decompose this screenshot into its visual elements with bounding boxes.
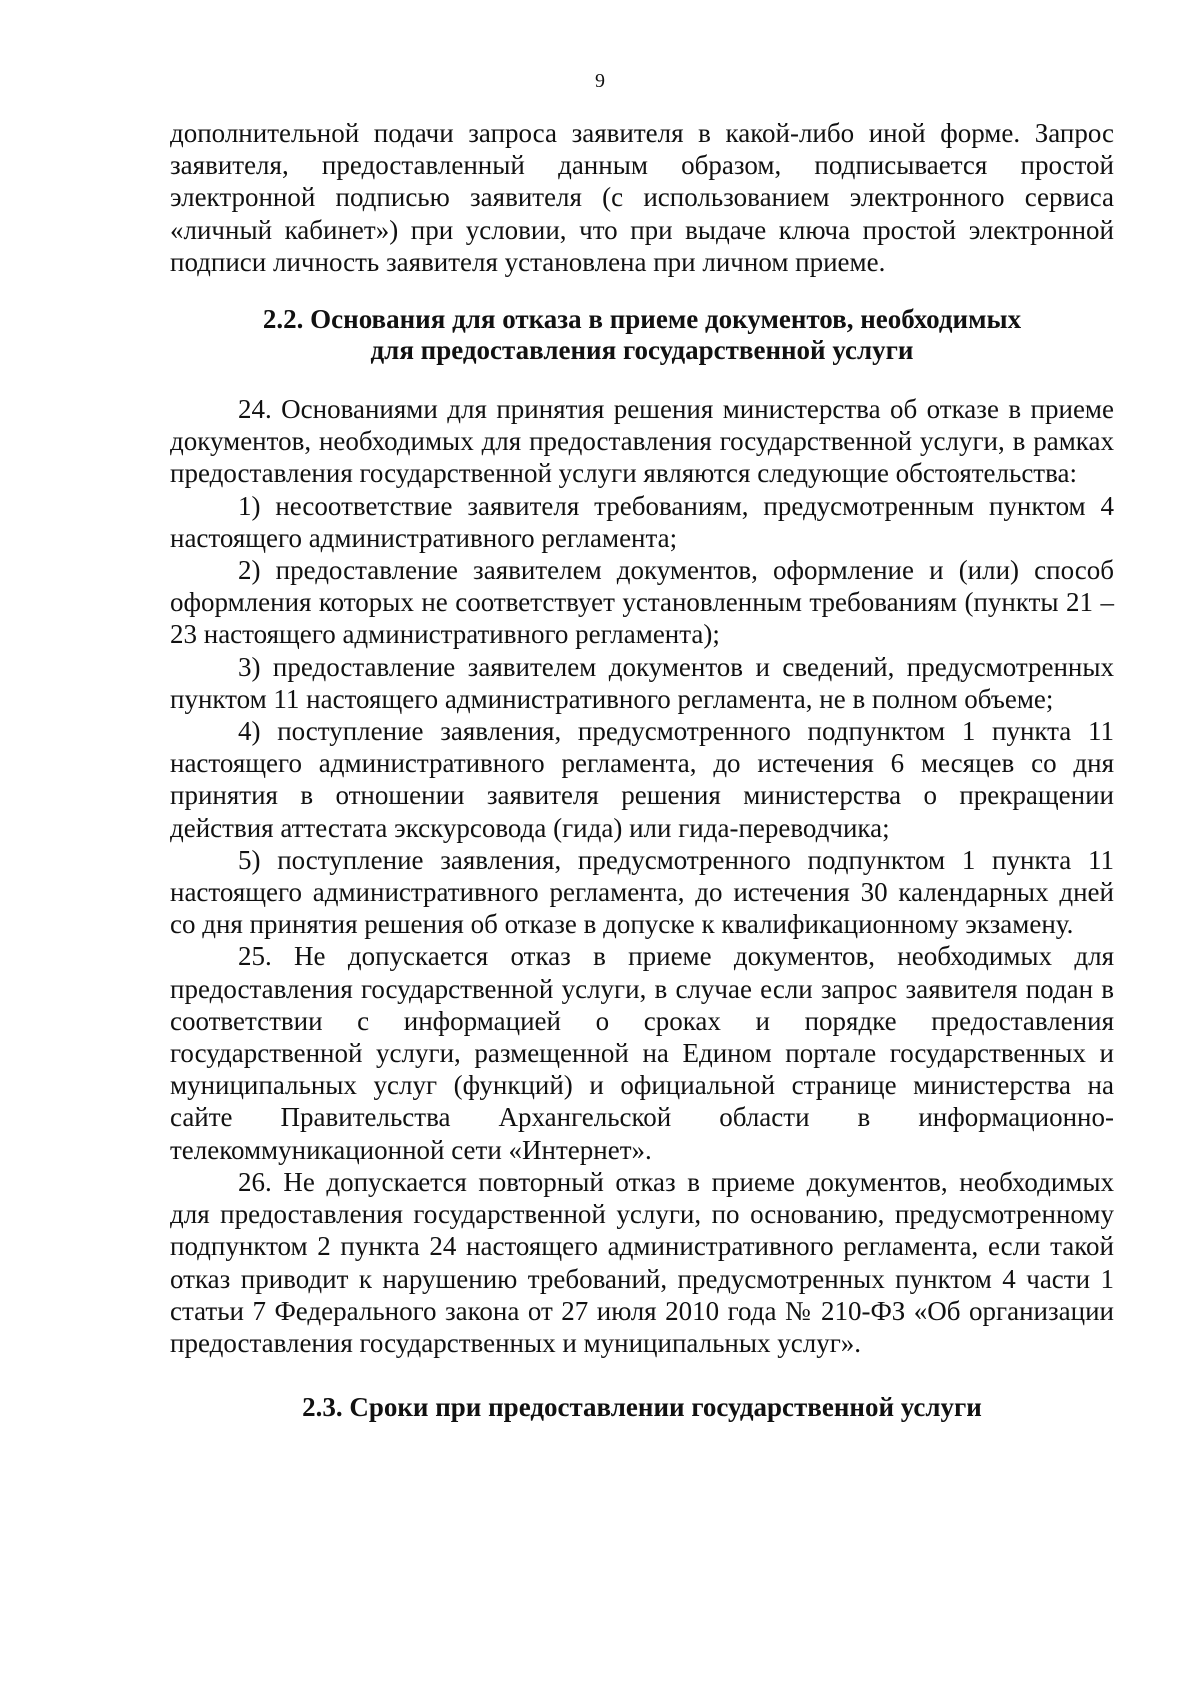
paragraph-24-item-2: 2) предоставление заявителем документов, оформление и (или) способ оформления которых не соответствует установленным требованиям (пункты 21 – 23 настоящего административного регламента); (170, 555, 1114, 650)
paragraph-26: 26. Не допускается повторный отказ в приеме документов, необходимых для предоставления государственной услуги, по основанию, предусмотренному подпунктом 2 пункта 24 настоящего административного регламента, если такой отказ приводит к нарушению требований, предусмотренных пунктом 4 части 1 статьи 7 Федерального закона от 27 июля 2010 года № 210-ФЗ «Об организации предоставления государственных и муниципальных услуг». (170, 1166, 1114, 1358)
paragraph-24-item-5: 5) поступление заявления, предусмотренного подпунктом 1 пункта 11 настоящего административного регламента, до истечения 30 календарных дней со дня принятия решения об отказе в допуске к квалификационному экзамену. (170, 844, 1114, 940)
paragraph-24-item-4: 4) поступление заявления, предусмотренного подпунктом 1 пункта 11 настоящего административного регламента, до истечения 6 месяцев со дня принятия в отношении заявителя решения министерства о прекращении действия аттестата экскурсовода (гида) или гида-переводчика; (170, 716, 1114, 843)
paragraph-24: 24. Основаниями для принятия решения министерства об отказе в приеме документов, необходимых для предоставления государственной услуги, в рамках предоставления государственной услуги являются следующие обстоятельства: (170, 394, 1114, 489)
section-2-2-heading-line-1: 2.2. Основания для отказа в приеме документов, необходимых (262, 304, 1022, 335)
section-2-2-heading (170, 304, 1114, 366)
paragraph-25: 25. Не допускается отказ в приеме документов, необходимых для предоставления государственной услуги, в случае если запрос заявителя подан в соответствии с информацией о сроках и порядке предоставления государственной услуги, размещенной на Едином портале государственных и муниципальных услуг (функций) и официальной странице министерства на сайте Правительства Архангельской области в информационно-телекоммуникационной сети «Интернет». (170, 941, 1114, 1165)
section-2-2-heading-line-2: для предоставления государственной услуги (370, 335, 914, 366)
opening-paragraph: дополнительной подачи запроса заявителя в какой-либо иной форме. Запрос заявителя, предоставленный данным образом, подписывается простой электронной подписью заявителя (с использованием электронного сервиса «личный кабинет») при условии, что при выдаче ключа простой электронной подписи личность заявителя установлена при личном приеме. (170, 118, 1114, 277)
paragraph-24-item-1: 1) несоответствие заявителя требованиям, предусмотренным пунктом 4 настоящего административного регламента; (170, 490, 1114, 553)
section-2-3-heading: 2.3. Сроки при предоставлении государственной услуги (302, 1392, 982, 1423)
page-number: 9 (595, 70, 605, 92)
page-content (170, 117, 1114, 1423)
paragraph-24-item-3: 3) предоставление заявителем документов и сведений, предусмотренных пунктом 11 настоящего административного регламента, не в полном объеме; (170, 651, 1114, 714)
